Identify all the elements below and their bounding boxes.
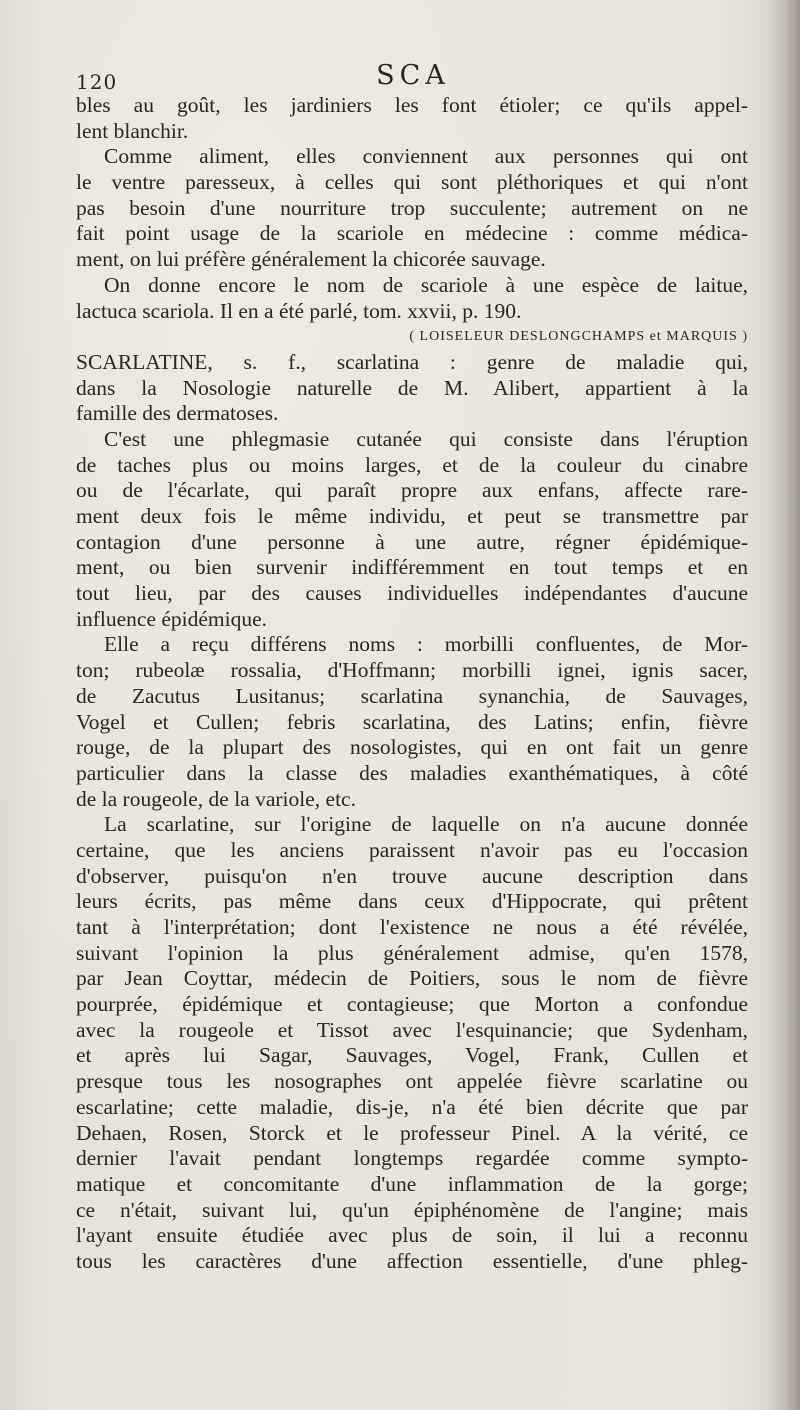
text-line: dernier l'avait pendant longtemps regardée comme sympto- [76,1146,748,1171]
text-line: et après lui Sagar, Sauvages, Vogel, Frank, Cullen et [76,1043,748,1068]
text-line: dans la Nosologie naturelle de M. Alibert, appartient à la [76,375,748,400]
text-line: de Zacutus Lusitanus; scarlatina synanchia, de Sauvages, [76,683,748,708]
text-line: suivant l'opinion la plus généralement admise, qu'en 1578, [76,940,748,965]
text-line: avec la rougeole et Tissot avec l'esquinancie; que Sydenham, [76,1017,748,1042]
text-line: SCARLATINE, s. f., scarlatina : genre de maladie qui, [76,349,748,374]
text-line: Vogel et Cullen; febris scarlatina, des Latins; enfin, fièvre [76,709,748,734]
body-text [76,93,748,1275]
page-gutter-shadow [766,0,800,1410]
text-line: escarlatine; cette maladie, dis-je, n'a été bien décrite que par [76,1094,748,1119]
text-line: pas besoin d'une nourriture trop succulente; autrement on ne [76,195,748,220]
text-line: tous les caractères d'une affection essentielle, d'une phleg- [76,1248,748,1273]
text-line: le ventre paresseux, à celles qui sont pléthoriques et qui n'ont [76,170,748,195]
text-line: l'ayant ensuite étudiée avec plus de soin, il lui a reconnu [76,1223,748,1248]
text-line: Dehaen, Rosen, Storck et le professeur Pinel. A la vérité, ce [76,1120,748,1145]
text-line: Elle a reçu différens noms : morbilli confluentes, de Mor- [104,632,748,657]
text-line: fait point usage de la scariole en médecine : comme médica- [76,221,748,246]
text-line: ment, ou bien survenir indifféremment en tout temps et en [76,555,748,580]
text-line: presque tous les nosographes ont appelée fièvre scarlatine ou [76,1069,748,1094]
text-line: lent blanchir. [76,118,189,143]
text-line: C'est une phlegmasie cutanée qui consiste dans l'éruption [104,426,748,451]
text-line: contagion d'une personne à une autre, régner épidémique- [76,529,748,554]
text-line: Comme aliment, elles conviennent aux personnes qui ont [104,144,748,169]
text-line: bles au goût, les jardiniers les font étioler; ce qu'ils appel- [76,93,748,117]
text-line: tout lieu, par des causes individuelles indépendantes d'aucune [76,581,748,606]
text-line: particulier dans la classe des maladies exanthématiques, à côté [76,760,748,785]
running-head: SCA [376,60,450,91]
text-line: certaine, que les anciens paraissent n'avoir pas eu l'occasion [76,837,748,862]
text-line: de la rougeole, de la variole, etc. [76,786,356,811]
text-line: ce n'était, suivant lui, qu'un épiphénomène de l'angine; mais [76,1197,748,1222]
text-line: de taches plus ou moins larges, et de la couleur du cinabre [76,452,748,477]
text-line: rouge, de la plupart des nosologistes, qui en ont fait un genre [76,735,748,760]
text-line: pourprée, épidémique et contagieuse; que Morton a confondue [76,992,748,1017]
text-line: par Jean Coyttar, médecin de Poitiers, sous le nom de fièvre [76,966,748,991]
text-line: influence épidémique. [76,606,268,631]
text-line: leurs écrits, pas même dans ceux d'Hippocrate, qui prêtent [76,889,748,914]
text-line: ment deux fois le même individu, et peut se transmettre par [76,504,748,528]
text-line: tant à l'interprétation; dont l'existence ne nous a été révélée, [76,915,748,939]
text-line: ( LOISELEUR DESLONGCHAMPS et MARQUIS ) [409,329,748,345]
text-line: La scarlatine, sur l'origine de laquelle on n'a aucune donnée [104,812,748,837]
text-line: ton; rubeolæ rossalia, d'Hoffmann; morbilli ignei, ignis sacer, [76,658,748,683]
text-line: matique et concomitante d'une inflammation de la gorge; [76,1171,748,1196]
text-line: On donne encore le nom de scariole à une espèce de laitue, [104,272,748,297]
page-number: 120 [76,70,118,94]
text-line: famille des dermatoses. [76,401,279,426]
text-line: d'observer, puisqu'on n'en trouve aucune description dans [76,863,748,888]
text-line: ment, on lui préfère généralement la chicorée sauvage. [76,247,546,272]
text-line: ou de l'écarlate, qui paraît propre aux enfans, affecte rare- [76,478,748,503]
page-header [76,60,750,94]
text-line: lactuca scariola. Il en a été parlé, tom. xxvii, p. 190. [76,298,522,323]
